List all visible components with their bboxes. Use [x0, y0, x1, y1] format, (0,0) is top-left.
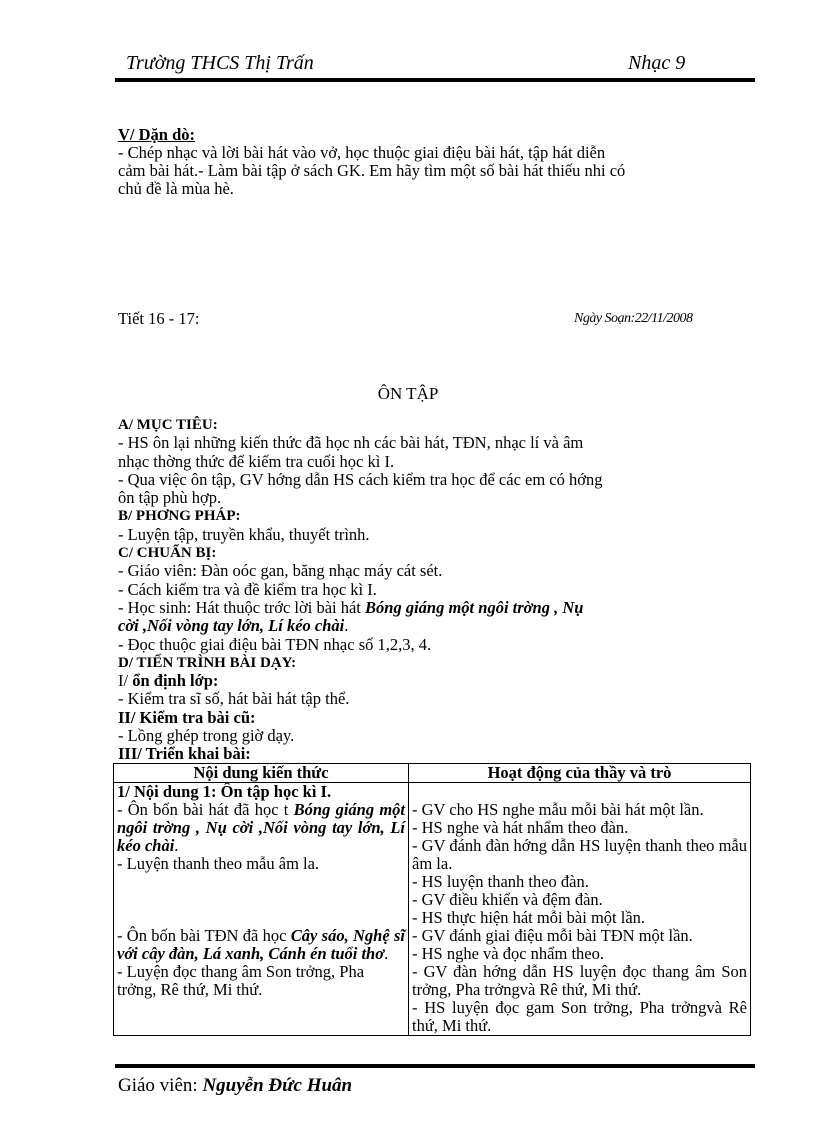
section-ii-heading: II/ Kiểm tra bài cũ: [118, 707, 256, 727]
chuan-bi-text: - Học sinh: Hát thuộc trớc lời bài hát [118, 597, 366, 617]
table-header-cell: Nội dung kiến thức [114, 764, 409, 783]
section-v [118, 126, 728, 198]
lesson-body [118, 416, 728, 764]
chuan-bi-heading: C/ CHUẨN BỊ: [118, 545, 217, 562]
punctuation: . [344, 616, 349, 636]
table-header-row [114, 764, 751, 783]
row-heading: 1/ Nội dung 1: Ôn tập học kì I. [117, 782, 332, 801]
tien-trinh-heading: D/ TIẾN TRÌNH BÀI DẠY: [118, 654, 297, 671]
content-para [117, 927, 405, 963]
activity-cell [409, 783, 751, 1036]
punctuation: . [174, 836, 179, 855]
header-rule [115, 78, 755, 82]
activity-line: - HS nghe và đọc nhẩm theo. [412, 944, 604, 963]
chuan-bi-line: - Giáo viên: Đàn oóc gan, băng nhạc máy cát sét. [118, 561, 443, 581]
content-para: - Luyện thanh theo mẫu âm la. [117, 854, 320, 873]
lesson-date: Ngày Soạn:22/11/2008 [574, 311, 693, 326]
content-text: - Ôn bốn bài hát đã học t [117, 800, 294, 819]
activity-line: - GV đánh giai điệu mỗi bài TĐN một lần. [412, 926, 693, 945]
section-ii-line: - Lồng ghép trong giờ dạy. [118, 726, 295, 746]
section-v-line: chủ đề là mùa hè. [118, 179, 234, 198]
chuan-bi-line: - Cách kiểm tra và đề kiểm tra học kì I. [118, 579, 377, 599]
page-title: ÔN TẬP [377, 384, 439, 403]
muc-tieu-heading: A/ MỤC TIÊU: [118, 417, 218, 433]
muc-tieu-line: ôn tập phù hợp. [118, 488, 222, 508]
punctuation: . [384, 944, 389, 963]
content-text: - Ôn bốn bài TĐN đã học [117, 926, 291, 945]
muc-tieu-line: - Qua việc ôn tập, GV hớng dẫn HS cách kiểm tra học để các em có hớng [118, 469, 603, 489]
table-row [114, 783, 751, 1036]
spacer [117, 873, 405, 927]
song-titles: Bóng giáng một ngôi trờng , Nụ [365, 597, 584, 617]
activity-line: - GV cho HS nghe mẫu mỗi bài hát một lần. [412, 800, 704, 819]
chuan-bi-line [118, 617, 728, 635]
activity-line: - GV đánh đàn hớng dẫn HS luyện thanh theo mẫu âm la. [412, 836, 747, 873]
activity-table [113, 763, 751, 1036]
section-i-prefix: I/ [118, 671, 133, 691]
phuong-phap-heading: B/ PHƠNG PHÁP: [118, 508, 241, 525]
section-v-line: - Chép nhạc và lời bài hát vào vở, học thuộc giai điệu bài hát, tập hát diễn [118, 143, 606, 162]
section-i-heading [118, 672, 728, 690]
phuong-phap-line: - Luyện tập, truyền khẩu, thuyết trình. [118, 524, 370, 544]
footer-rule [115, 1064, 755, 1068]
section-i-title: ổn định lớp: [132, 671, 219, 691]
lesson-number: Tiết 16 - 17: [118, 309, 200, 328]
muc-tieu-line: - HS ôn lại những kiến thức đã học nh các bài hát, TĐN, nhạc lí và âm [118, 433, 584, 453]
muc-tieu-line: nhạc thờng thức để kiểm tra cuối học kì I. [118, 451, 395, 471]
table-header-cell: Hoạt động của thầy và trò [409, 764, 751, 783]
content-para: - Luyện đọc thang âm Son trởng, Pha trởng, Rê thứ, Mi thứ. [117, 962, 365, 999]
activity-line: - HS thực hiện hát mỗi bài một lần. [412, 908, 646, 927]
tdn-titles: Cây sáo, Nghệ sĩ với cây đàn, Lá xanh, Cánh én tuổi thơ [117, 926, 405, 963]
section-iii-heading: III/ Triển khai bài: [118, 744, 251, 764]
footer-teacher [118, 1075, 352, 1097]
header-school: Trường THCS Thị Trấn [126, 52, 314, 74]
section-i-line: - Kiểm tra sĩ số, hát bài hát tập thể. [118, 689, 350, 709]
section-v-line: cảm bài hát.- Làm bài tập ở sách GK. Em hãy tìm một số bài hát thiếu nhi có [118, 161, 626, 180]
chuan-bi-line [118, 599, 728, 617]
song-titles: Bóng giáng một ngôi trờng , Nụ cời ,Nối vòng tay lớn, Lí kéo chài [117, 800, 405, 855]
content-cell [114, 783, 409, 1036]
section-v-heading: V/ Dặn dò: [118, 125, 196, 144]
footer-label: Giáo viên: [118, 1075, 203, 1096]
song-titles: cời ,Nối vòng tay lớn, Lí kéo chài [118, 616, 345, 636]
activity-line: - HS luyện đọc gam Son trởng, Pha trởngvà Rê thứ, Mi thứ. [412, 998, 747, 1035]
activity-line: - GV điều khiển và đệm đàn. [412, 890, 603, 909]
activity-line: - HS nghe và hát nhẩm theo đàn. [412, 818, 629, 837]
activity-line: - GV đàn hớng dẫn HS luyện đọc thang âm Son trởng, Pha trởngvà Rê thứ, Mi thứ. [412, 962, 747, 999]
header-subject: Nhạc 9 [628, 52, 686, 74]
content-para [117, 801, 405, 855]
activity-line: - HS luyện thanh theo đàn. [412, 872, 589, 891]
teacher-name: Nguyễn Đức Huân [202, 1075, 353, 1096]
chuan-bi-line: - Đọc thuộc giai điệu bài TĐN nhạc số 1,2,3, 4. [118, 634, 432, 654]
spacer [412, 783, 747, 801]
